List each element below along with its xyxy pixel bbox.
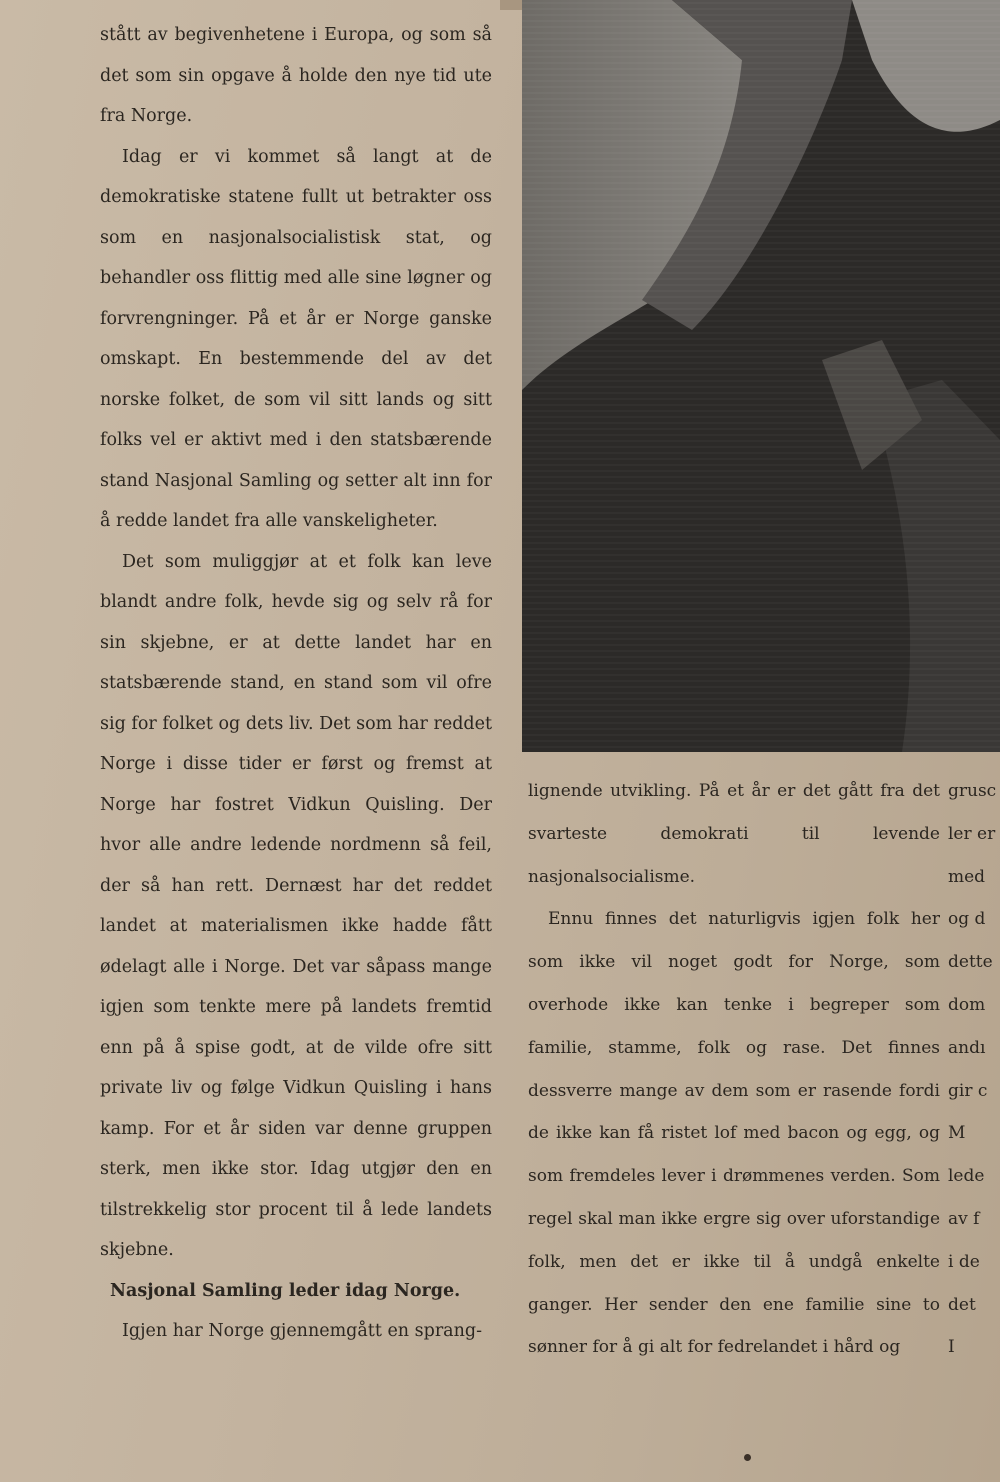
text-fragment: det	[948, 1294, 976, 1315]
text-fragment: i de	[948, 1251, 980, 1272]
paragraph: Idag er vi kommet så langt at de demokratiske statene fullt ut betrakter oss som en nasjonalsocialistisk stat, og behandler oss flittig med alle sine løgner og forvrengninger. På et år er Norge ganske omskapt. En bestemmende del av det norske folket, de som vil sitt lands og sitt folks vel er aktivt med i den statsbærende stand Nasjonal Samling og setter alt inn for å redde landet fra alle vanskeligheter.	[100, 146, 492, 531]
paragraph: lignende utvikling. På et år er det gått fra det svarteste demokrati til levende nasjonalsocialisme.	[528, 781, 940, 887]
ink-spot	[744, 1454, 751, 1461]
bold-statement: Nasjonal Samling leder idag Norge.	[110, 1280, 461, 1301]
text-fragment: dette	[948, 952, 993, 973]
text-fragment: grusc	[948, 781, 997, 801]
paragraph: Igjen har Norge gjennemgått en sprang-	[122, 1321, 482, 1341]
middle-column	[528, 770, 940, 1369]
text-fragment: og d	[948, 909, 986, 930]
paragraph: stått av begivenhetene i Europa, og som så det som sin opgave å holde den nye tid ute fra Norge.	[100, 25, 492, 126]
paragraph: Ennu finnes det naturligvis igjen folk her som ikke vil noget godt for Norge, som overhode ikke kan tenke i begreper som familie, stamme, folk og rase. Det finnes dessverre mange av dem som er rasende fordi de ikke kan få ristet lof med bacon og egg, og som fremdeles lever i drømmenes verden. Som regel skal man ikke ergre sig over uforstandige folk, men det er ikke til å undgå enkelte ganger. Her sender den ene familie sine to sønner for å gi alt for fedrelandet i hård og	[528, 909, 940, 1358]
text-fragment: lede	[948, 1166, 985, 1187]
text-fragment: dom	[948, 994, 986, 1015]
text-fragment: av f	[948, 1208, 980, 1229]
text-fragment: I	[948, 1337, 955, 1358]
text-fragment: ler er	[948, 823, 996, 844]
text-fragment: gir c	[948, 1080, 988, 1101]
right-column-fragments	[948, 770, 1000, 1369]
paragraph: Det som muliggjør at et folk kan leve blandt andre folk, hevde sig og selv rå for sin skjebne, er at dette landet har en statsbærende stand, en stand som vil ofre sig for folket og dets liv. Det som har reddet Norge i disse tider er først og fremst at Norge har fostret Vidkun Quisling. Der hvor alle andre ledende nordmenn så feil, der så han rett. Dernæst har det reddet landet at materialismen ikke hadde fått ødelagt alle i Norge. Det var såpass mange igjen som tenkte mere på landets fremtid enn på å spise godt, at de vilde ofre sitt private liv og følge Vidkun Quisling i hans kamp. For et år siden var denne gruppen sterk, men ikke stor. Idag utgjør den en tilstrekkelig stor procent til å lede landets skjebne.	[100, 551, 492, 1260]
text-fragment: M	[948, 1123, 966, 1144]
text-fragment: med	[948, 866, 986, 887]
portrait-photo-icon	[522, 0, 1000, 752]
text-fragment: andı	[948, 1037, 986, 1058]
left-column	[100, 15, 492, 1352]
